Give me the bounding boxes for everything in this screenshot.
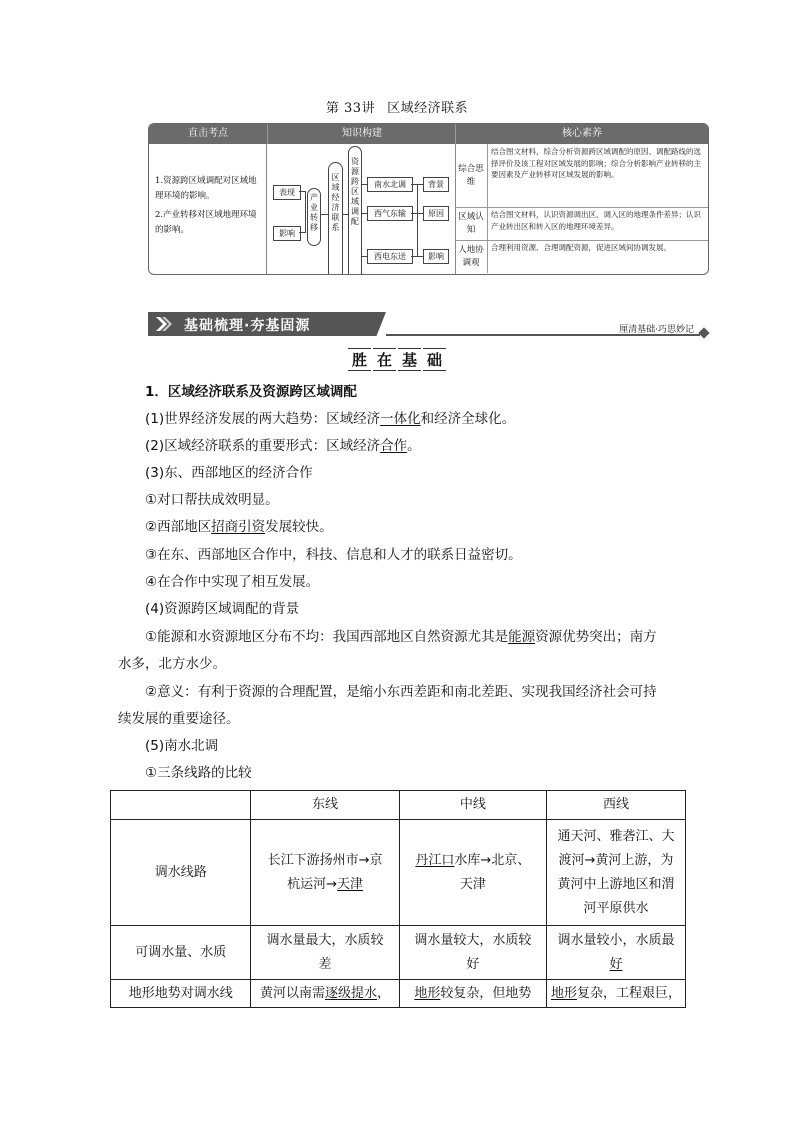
table-row — [111, 791, 686, 820]
para-4a: ①能源和水资源地区分布不均：我国西部地区自然资源尤其是能源资源优势突出；南方 — [145, 629, 657, 645]
table-cell: 调水量较大，水质较 好 — [399, 926, 546, 980]
suyang-text: 合理利用资源、合理调配资源，促进区域间协调发展。 — [491, 243, 671, 252]
node-yuanyin: 原因 — [423, 206, 449, 221]
row-label: 地形地势对调水线 — [111, 980, 251, 1008]
lesson-topic: 区域经济联系 — [387, 101, 469, 116]
node-xiqidongshu: 西气东输 — [367, 206, 413, 221]
table-cell: 通天河、雅砻江、大 渡河→黄河上游，为 黄河中上游地区和渭 河平原供水 — [546, 820, 685, 926]
header-kaodian: 直击考点 — [149, 124, 267, 144]
node-yingxiang: 影响 — [273, 226, 301, 241]
para-1: (1)世界经济发展的两大趋势：区域经济一体化和经济全球化。 — [145, 411, 516, 427]
table-cell: 丹江口水库→北京、 天津 — [399, 820, 546, 926]
table-header: 东线 — [251, 791, 399, 820]
para-3a: ①对口帮扶成效明显。 — [145, 492, 279, 508]
para-4b: ②意义：有利于资源的合理配置，是缩小东西差距和南北差距、实现我国经济社会可持 — [145, 684, 657, 700]
table-cell: 调水量最大，水质较 差 — [251, 926, 399, 980]
kaodian-item: 2.产业转移对区域地理环境的影响。 — [155, 210, 257, 235]
suyang-text: 结合图文材料，认识资源调出区、调入区的地理条件差异；认识产业转出区和转入区的地理环境差异。 — [491, 210, 701, 231]
node-ziyuan: 资源跨区域调配 — [348, 146, 362, 275]
kaodian-item: 1.资源跨区域调配对区域地理环境的影响。 — [155, 176, 257, 201]
table-cell: 地形较复杂，但地势 — [399, 980, 546, 1008]
table-cell: 黄河以南需逐级提水， — [251, 980, 399, 1008]
node-yingxiang-right: 影响 — [423, 249, 449, 264]
knowledge-diagram — [267, 144, 456, 274]
route-compare-table — [110, 790, 686, 1008]
para-2: (2)区域经济联系的重要形式：区域经济合作。 — [145, 438, 421, 454]
section-heading: 1．区域经济联系及资源跨区域调配 — [145, 384, 357, 400]
row-label: 可调水量、水质 — [111, 926, 251, 980]
diamond-icon — [698, 327, 709, 338]
node-xidiandongsong: 西电东送 — [367, 249, 413, 264]
para-4a-cont: 水多，北方水少。 — [118, 656, 226, 672]
para-4b-cont: 续发展的重要途径。 — [118, 711, 240, 727]
table-cell: 调水量较小，水质最 好 — [546, 926, 685, 980]
node-nanshuibeidiao: 南水北调 — [367, 177, 413, 192]
suyang-key: 区域认知 — [455, 207, 488, 240]
para-3b: ②西部地区招商引资发展较快。 — [145, 519, 333, 535]
table-row — [111, 926, 686, 980]
chevron-icon — [154, 315, 172, 333]
suyang-row — [455, 207, 708, 241]
suyang-cell — [455, 144, 708, 274]
suyang-row — [455, 240, 708, 273]
overview-table — [148, 123, 709, 275]
lesson-number: 第 33讲 — [325, 101, 376, 116]
node-chanye: 产业转移 — [307, 188, 321, 246]
header-zhishi: 知识构建 — [267, 124, 456, 144]
table-header — [111, 791, 251, 820]
section-banner — [148, 312, 708, 338]
kaodian-cell — [149, 144, 267, 274]
table-cell: 长江下游扬州市→京 杭运河→天津 — [251, 820, 399, 926]
slogan-char: 在 — [373, 348, 396, 371]
para-5a: ①三条线路的比较 — [145, 765, 252, 781]
table-row — [111, 980, 686, 1008]
suyang-text: 结合图文材料，综合分析资源跨区域调配的原因、调配路线的选择评价及该工程对区域发展的影响；综合分析影响产业转移的主要因素及产业转移对区域发展的影响。 — [491, 147, 701, 179]
slogan-char: 础 — [423, 348, 446, 371]
header-suyang: 核心素养 — [455, 124, 708, 144]
suyang-key: 综合思维 — [455, 144, 488, 207]
node-center: 区域经济联系 — [328, 162, 343, 275]
slogan-char: 基 — [398, 348, 421, 371]
row-label: 调水线路 — [111, 820, 251, 926]
slogan — [0, 348, 794, 371]
lesson-title — [0, 97, 794, 116]
table-cell: 地形复杂，工程艰巨， — [546, 980, 685, 1008]
suyang-key: 人地协调观 — [455, 240, 488, 273]
table-header: 西线 — [546, 791, 685, 820]
slogan-char: 胜 — [348, 348, 371, 371]
table-row — [111, 820, 686, 926]
suyang-row — [455, 144, 708, 208]
para-3c: ③在东、西部地区合作中，科技、信息和人才的联系日益密切。 — [145, 547, 522, 563]
node-beijing: 背景 — [423, 177, 449, 192]
para-3: (3)东、西部地区的经济合作 — [145, 465, 313, 481]
para-4: (4)资源跨区域调配的背景 — [145, 601, 300, 617]
banner-subtitle: 厘清基础·巧思妙记 — [619, 325, 694, 335]
para-5: (5)南水北调 — [145, 738, 219, 754]
table-header: 中线 — [399, 791, 546, 820]
banner-title: 基础梳理·夯基固源 — [184, 318, 311, 334]
para-3d: ④在合作中实现了相互发展。 — [145, 574, 320, 590]
node-biaoxian: 表现 — [273, 185, 301, 200]
